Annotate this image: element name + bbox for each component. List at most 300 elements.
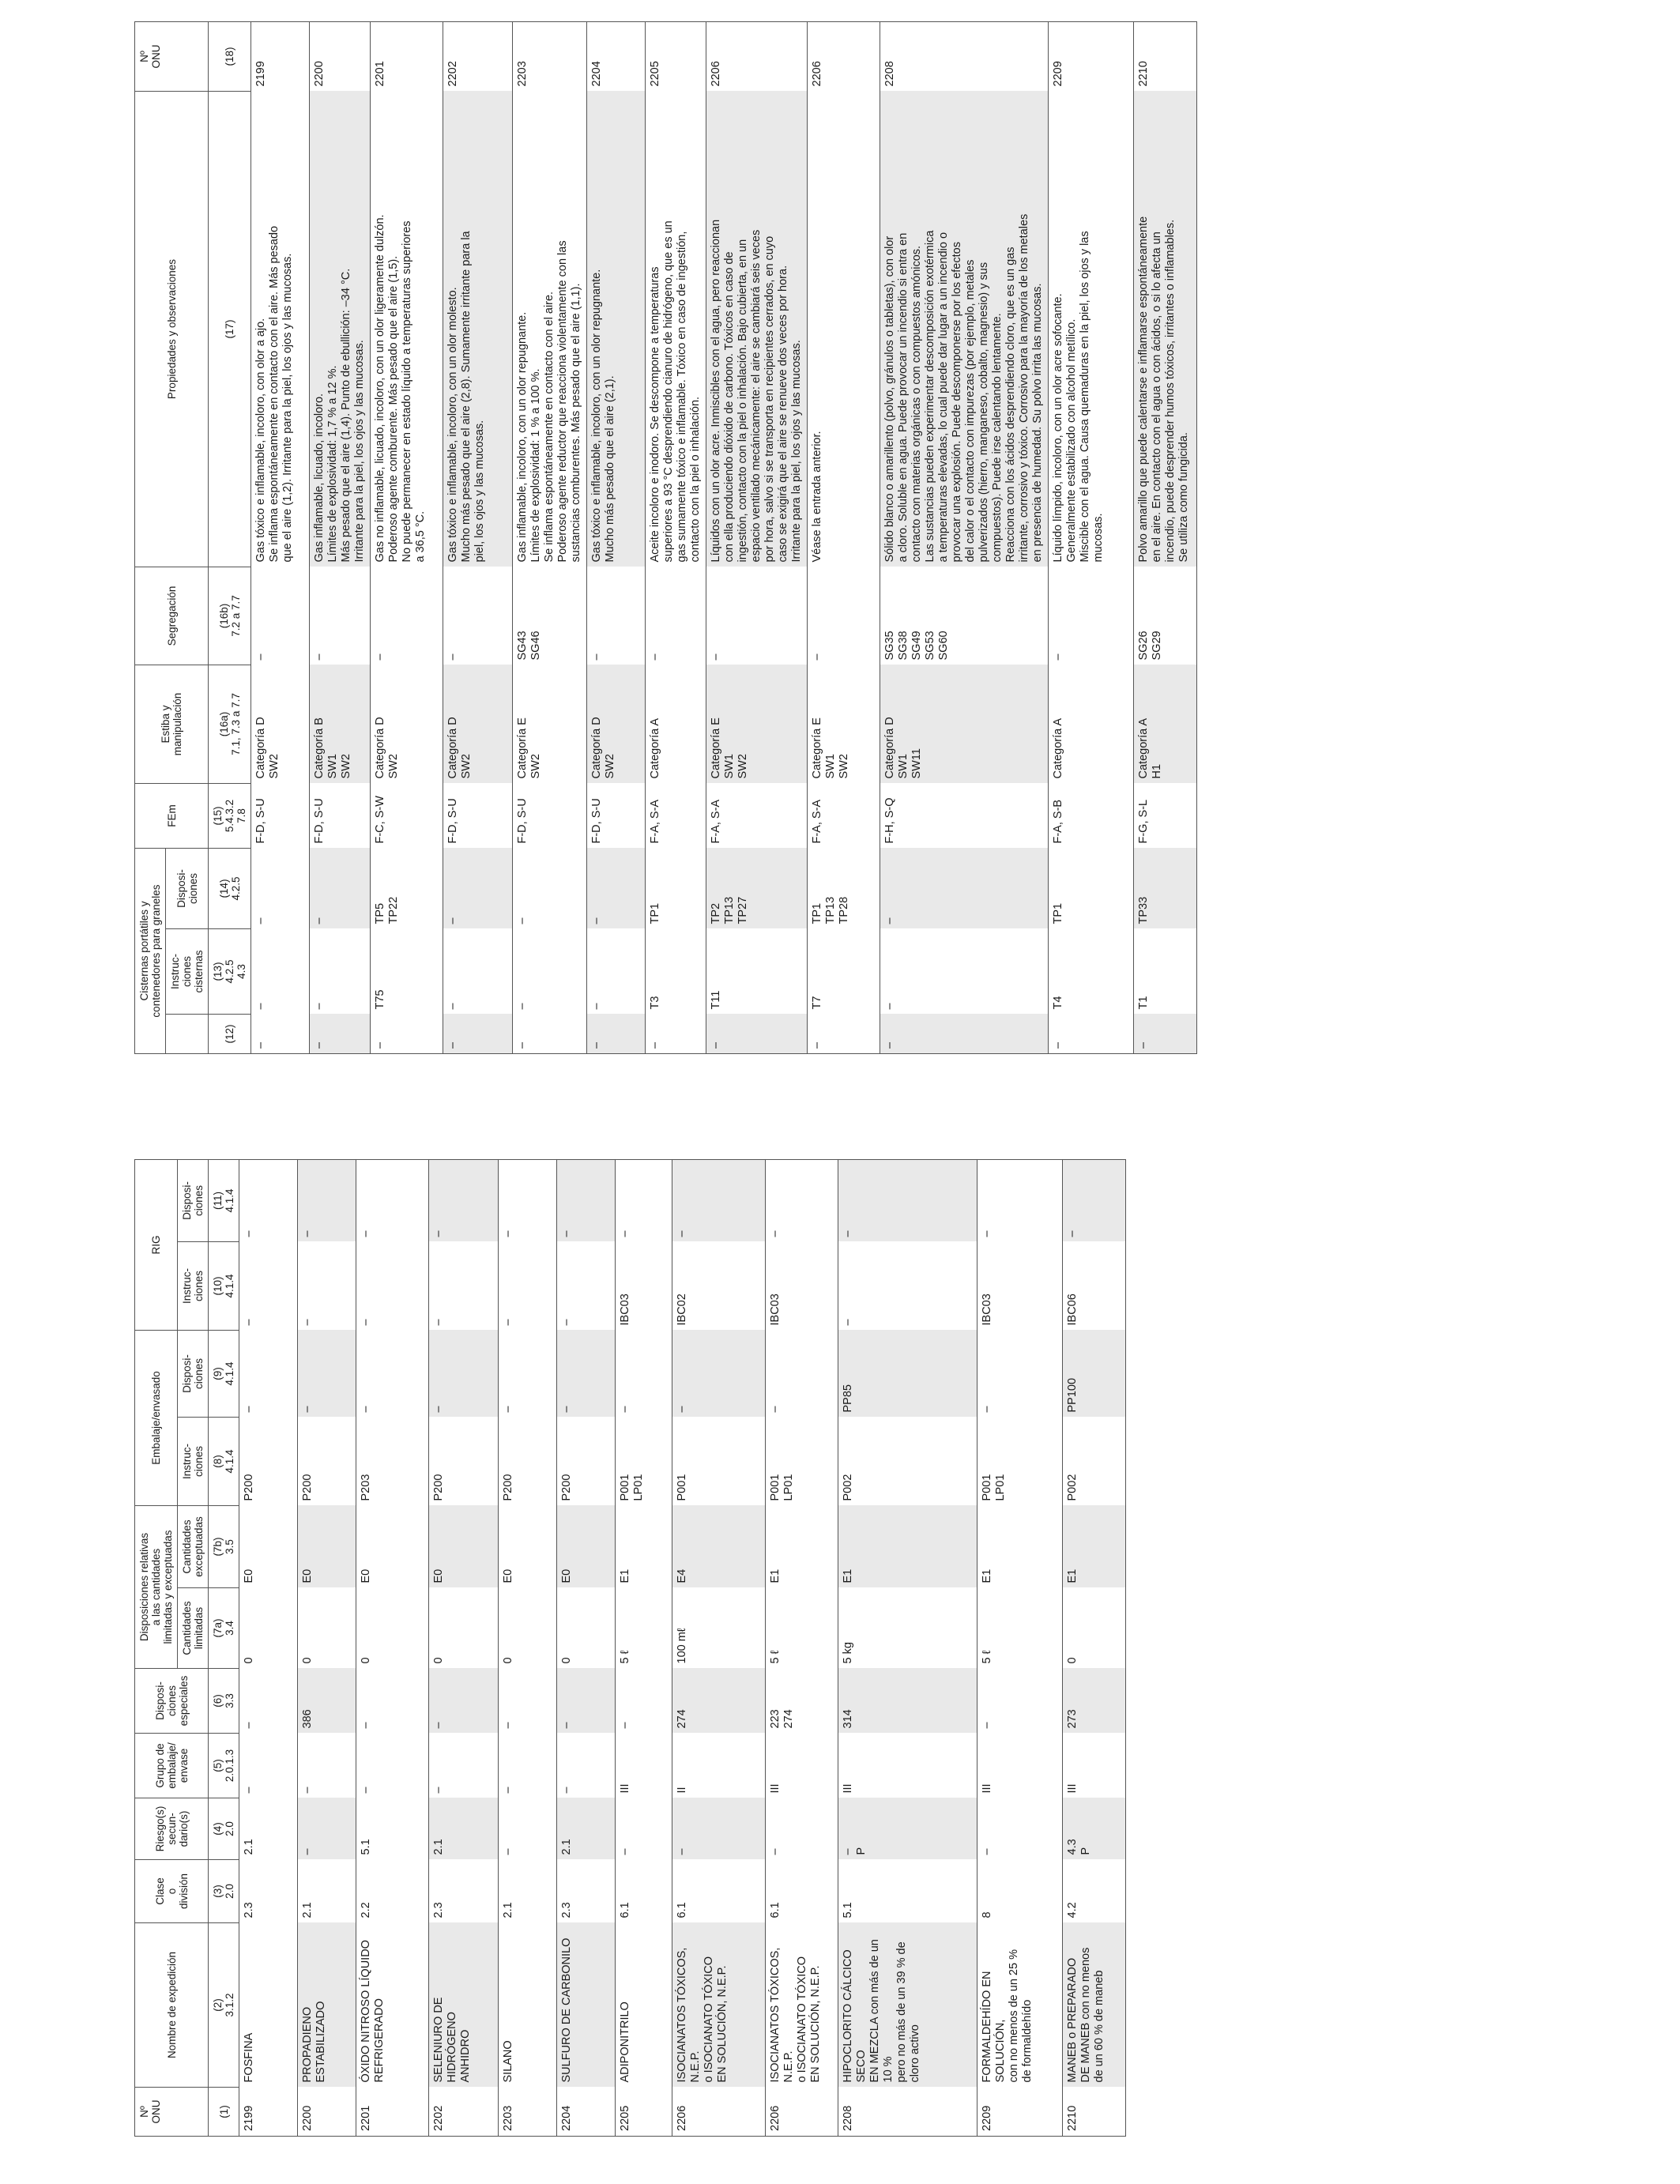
cell-proper-shipping-name: ISOCIANATOS TÓXICOS, N.E.P. o ISOCIANATO TÓXICO EN SOLUCIÓN, N.E.P. <box>769 1947 822 2083</box>
cell-limited-quantity: 100 mℓ <box>676 1628 688 1664</box>
cell-class: 2.3 <box>243 1902 255 1919</box>
cell-class: 2.1 <box>502 1902 514 1919</box>
cell-col12: – <box>880 1015 1049 1054</box>
cell-properties: Gas inflamable, incoloro, con un olor repugnante. Límites de explosividad: 1 % a 100 %. Se inflama espontáneamente en contacto con el aire. Poderoso agente reductor que reacciona violentamente con las sustancias comburentes. Más pesado que el aire (1,1). <box>516 240 582 563</box>
cell-packing-instruction: P200 <box>243 1474 255 1501</box>
cell-col12: – <box>251 1015 310 1054</box>
cell-special-provisions: 274 <box>672 1669 766 1734</box>
cell-segregation: – <box>590 653 603 661</box>
cell-proper-shipping-name: HIPOCLORITO CÁLCICO SECO EN MEZCLA con más de un 10 % pero no más de un 39 % de cloro activo <box>838 1923 977 2088</box>
cell-ibc-instruction: – <box>432 1319 445 1326</box>
cell-special-provisions: – <box>429 1669 499 1734</box>
cell-class: 2.3 <box>560 1902 573 1919</box>
column-number: (4) 2.0 <box>209 1798 239 1860</box>
cell-class: 4.2 <box>1066 1902 1079 1919</box>
cell-tank-provision: TP1 <box>1052 902 1064 924</box>
table-row <box>1049 22 1134 1054</box>
cell-special-provisions: – <box>981 1722 993 1729</box>
cell-segregation: – <box>710 653 722 661</box>
cell-ems: F-A, S-A <box>811 799 823 844</box>
cell-tank-instruction: – <box>254 1003 267 1010</box>
table-row <box>838 1159 977 2136</box>
cell-ibc-instruction: – <box>560 1319 573 1326</box>
table-row <box>298 1159 356 2136</box>
table-row <box>646 22 706 1054</box>
cell-special-provisions: 314 <box>838 1669 977 1734</box>
cell-stowage: Categoría D SW2 <box>374 717 400 779</box>
cell-ibc-instruction: IBC03 <box>981 1293 993 1326</box>
cell-un-number: 2199 <box>251 22 310 92</box>
rotated-page <box>134 22 1399 2137</box>
cell-ibc-instruction: – <box>243 1319 255 1326</box>
cell-special-provisions: 386 <box>298 1669 356 1734</box>
cell-ibc-provision: – <box>239 1159 298 1241</box>
table-row <box>499 1159 557 2136</box>
cell-stowage: Categoría D SW2 <box>254 717 281 779</box>
column-number: (3) 2.0 <box>209 1860 239 1923</box>
cell-ems: F-A, S-B <box>1052 799 1064 844</box>
cell-limited-quantity: 0 <box>301 1657 314 1664</box>
cell-packing-group: – <box>301 1787 314 1794</box>
cell-subsidiary-risk: 5.1 <box>360 1839 372 1855</box>
cell-packing-group: – <box>243 1787 255 1794</box>
cell-ems: F-A, S-A <box>649 799 661 844</box>
cell-class: 2.1 <box>301 1902 314 1919</box>
cell-packing-provision: – <box>557 1330 616 1417</box>
cell-packing-instruction: P001 LP01 <box>981 1474 1007 1501</box>
cell-un-number: 2202 <box>429 2088 499 2137</box>
header-col12-blank <box>166 1015 209 1054</box>
cell-packing-group: III <box>981 1783 993 1794</box>
cell-un-number: 2209 <box>977 2088 1063 2137</box>
table-row <box>587 22 646 1054</box>
header-excepted-quantities: Cantidades exceptuadas <box>178 1505 209 1587</box>
cell-tank-provision: TP1 <box>649 902 661 924</box>
cell-ibc-provision: – <box>557 1159 616 1241</box>
cell-limited-quantity: 5 ℓ <box>619 1650 631 1664</box>
cell-packing-provision: – <box>298 1330 356 1417</box>
cell-stowage: Categoría E SW1 SW2 <box>706 665 808 784</box>
cell-ems: F-D, S-U <box>446 798 459 844</box>
cell-ibc-instruction: – <box>502 1319 514 1326</box>
header-stowage: Estiba y manipulación <box>135 665 209 784</box>
column-number: (15) 5.4.3.2 7.8 <box>209 784 251 849</box>
cell-tank-instruction: T4 <box>1052 996 1064 1010</box>
header-ibc: RIG <box>135 1159 178 1330</box>
cell-packing-provision: – <box>769 1406 782 1413</box>
cell-excepted-quantity: E1 <box>619 1568 631 1583</box>
header-subsidiary-risk: Riesgo(s) secun- dario(s) <box>135 1798 209 1860</box>
cell-stowage: Categoría E SW2 <box>516 717 542 779</box>
cell-limited-quantity: 0 <box>360 1657 372 1664</box>
cell-ibc-provision: – <box>616 1159 672 1241</box>
cell-un-number: 2210 <box>1063 2088 1126 2137</box>
cell-un-number: 2200 <box>298 2088 356 2137</box>
cell-limited-quantity: 0 <box>1066 1657 1079 1664</box>
cell-packing-instruction: P203 <box>360 1474 372 1501</box>
cell-tank-provision: – <box>310 849 371 929</box>
cell-un-number: 2205 <box>616 2088 672 2137</box>
cell-subsidiary-risk: – <box>672 1798 766 1860</box>
cell-col12: – <box>371 1015 443 1054</box>
cell-excepted-quantity: E1 <box>838 1505 977 1587</box>
cell-tank-provision: – <box>254 917 267 924</box>
cell-properties: Gas inflamable, licuado, incoloro. Límites de explosividad: 1,7 % a 12 %. Más pesado que el aire (1,4). Punto de ebullición: –34 °C. Irritante para la piel, los ojos y las mucosas. <box>310 92 371 567</box>
cell-special-provisions: – <box>502 1722 514 1729</box>
cell-packing-group: – <box>560 1787 573 1794</box>
cell-segregation: – <box>374 653 386 661</box>
header-special-provisions: Disposi- ciones especiales <box>135 1669 209 1734</box>
cell-un-number: 2199 <box>239 2088 298 2137</box>
cell-stowage: Categoría A <box>649 717 661 779</box>
header-segregation: Segregación <box>135 567 209 665</box>
cell-ems: F-D, S-U <box>516 798 529 844</box>
header-packing: Embalaje/envasado <box>135 1330 178 1505</box>
cell-limited-quantity: 5 ℓ <box>769 1650 782 1664</box>
cell-segregation: – <box>313 653 326 661</box>
column-number: (14) 4.2.5 <box>209 849 251 929</box>
cell-un-number: 2204 <box>557 2088 616 2137</box>
header-portable-tanks: Cisternas portátiles y contenedores para graneles <box>135 849 166 1054</box>
cell-packing-provision: – <box>360 1406 372 1413</box>
cell-tank-instruction: – <box>516 1003 529 1010</box>
cell-tank-instruction: T11 <box>710 990 722 1010</box>
cell-proper-shipping-name: SULFURO DE CARBONILO <box>557 1923 616 2088</box>
header-packing-instructions: Instruc- ciones <box>178 1417 209 1505</box>
cell-limited-quantity: 0 <box>502 1657 514 1664</box>
cell-special-provisions: – <box>243 1722 255 1729</box>
table-row <box>239 1159 298 2136</box>
cell-subsidiary-risk: 2.1 <box>243 1839 255 1855</box>
cell-proper-shipping-name: FOSFINA <box>243 2032 255 2083</box>
cell-packing-provision: – <box>243 1406 255 1413</box>
cell-limited-quantity: 0 <box>243 1657 255 1664</box>
cell-un-number: 2206 <box>672 2088 766 2137</box>
cell-col12: – <box>646 1015 706 1054</box>
column-number: (9) 4.1.4 <box>209 1330 239 1417</box>
cell-segregation: – <box>1052 653 1064 661</box>
cell-packing-provision: – <box>502 1406 514 1413</box>
header-properties: Propiedades y observaciones <box>135 92 209 567</box>
cell-col12: – <box>808 1015 880 1054</box>
table-row <box>616 1159 672 2136</box>
cell-segregation: SG43 SG46 <box>516 631 542 661</box>
cell-class: 2.2 <box>360 1902 372 1919</box>
cell-tank-instruction: T1 <box>1137 996 1150 1010</box>
cell-packing-group: III <box>619 1783 631 1794</box>
cell-properties: Aceite incoloro e inodoro. Se descompone a temperaturas superiores a 93 °C desprendiendo cianuro de hidrógeno, que es un gas sumamente tóxico e inflamable. Tóxico en caso de ingestión, contacto con la piel o inhalación. <box>649 220 702 563</box>
cell-excepted-quantity: E0 <box>298 1505 356 1587</box>
cell-stowage: Categoría E SW1 SW2 <box>811 717 850 779</box>
cell-special-provisions: – <box>619 1722 631 1729</box>
dangerous-goods-list-right <box>134 21 1197 1054</box>
cell-un-number: 2201 <box>356 2088 429 2137</box>
header-packing-group: Grupo de embalaje/ envase <box>135 1734 209 1798</box>
cell-packing-provision: – <box>429 1330 499 1417</box>
cell-ibc-instruction: – <box>360 1319 372 1326</box>
cell-subsidiary-risk: – <box>981 1848 993 1855</box>
cell-segregation: – <box>649 653 661 661</box>
cell-proper-shipping-name: MANEB o PREPARADO DE MANEB con no menos de un 60 % de maneb <box>1063 1923 1126 2088</box>
cell-un-number: 2201 <box>371 22 443 92</box>
column-number-row <box>209 1159 239 2136</box>
cell-stowage: Categoría D SW2 <box>443 665 513 784</box>
cell-segregation: SG26 SG29 <box>1137 631 1163 661</box>
cell-limited-quantity: 5 ℓ <box>981 1650 993 1664</box>
cell-col12: – <box>706 1015 808 1054</box>
cell-col12: – <box>1134 1015 1197 1054</box>
cell-un-number: 2205 <box>646 22 706 92</box>
cell-tank-provision: TP5 TP22 <box>374 896 400 924</box>
cell-packing-instruction: P001 <box>676 1474 688 1501</box>
cell-packing-instruction: P001 LP01 <box>619 1474 645 1501</box>
cell-class: 6.1 <box>769 1902 782 1919</box>
cell-special-provisions: – <box>557 1669 616 1734</box>
cell-class: 2.3 <box>432 1902 445 1919</box>
cell-excepted-quantity: E0 <box>429 1505 499 1587</box>
header-packing-provisions: Disposi- ciones <box>178 1330 209 1417</box>
cell-col12: – <box>443 1015 513 1054</box>
cell-properties: Gas tóxico e inflamable, incoloro, con un olor molesto. Mucho más pesado que el aire (2,8). Sumamente irritante para la piel, los ojos y las mucosas. <box>443 92 513 567</box>
cell-tank-instruction: – <box>883 1003 896 1010</box>
cell-subsidiary-risk: 2.1 <box>557 1798 616 1860</box>
cell-properties: Gas no inflamable, licuado, incoloro, con un olor ligeramente dulzón. Poderoso agente comburente. Más pesado que el aire (1,5). No puede permanecer en estado líquido a temperaturas superiores a 36,5 °C. <box>374 214 427 563</box>
cell-properties: Líquidos con un olor acre. Inmiscibles con el agua, pero reaccionan con ella produciendo dióxido de carbono. Tóxicos en caso de ingestión, contacto con la piel o inhalación. Bajo cubierta, en un espacio ventilado mecánicamente: el aire se cambiará seis veces por hora, salvo si se transporta en recipientes cerrados, en cuyo caso se exigirá que el aire se renueve dos veces por hora. Irritante para la piel, los ojos y las mucosas. <box>706 92 808 567</box>
cell-col12: – <box>1049 1015 1134 1054</box>
cell-un-number: 2208 <box>838 2088 977 2137</box>
cell-class: 6.1 <box>619 1902 631 1919</box>
cell-tank-provision: – <box>443 849 513 929</box>
cell-tank-provision: – <box>587 849 646 929</box>
cell-packing-instruction: P200 <box>432 1474 445 1501</box>
cell-ems: F-A, S-A <box>710 799 722 844</box>
table-row <box>513 22 587 1054</box>
cell-ibc-provision: – <box>1063 1159 1126 1241</box>
cell-subsidiary-risk: 2.1 <box>429 1798 499 1860</box>
cell-tank-provision: – <box>516 917 529 924</box>
cell-proper-shipping-name: ÓXIDO NITROSO LÍQUIDO REFRIGERADO <box>360 1940 386 2083</box>
cell-col12: – <box>513 1015 587 1054</box>
cell-tank-instruction: T7 <box>811 996 823 1010</box>
column-number: (16a) 7.1, 7.3 a 7.7 <box>209 665 251 784</box>
cell-excepted-quantity: E1 <box>769 1568 782 1583</box>
cell-subsidiary-risk: – P <box>838 1798 977 1860</box>
header-proper-shipping-name: Nombre de expedición <box>135 1923 209 2088</box>
cell-ems: F-D, S-U <box>254 798 267 844</box>
cell-subsidiary-risk: – <box>619 1848 631 1855</box>
cell-properties: Sólido blanco o amarillento (polvo, gránulos o tabletas), con olor a cloro. Soluble en agua. Puede provocar un incendio si entra en contacto con materias orgánicas o con compuestos amónicos. Las sustancias pueden experimentar descomposición exotérmica a temperaturas elevadas, lo cual puede dar lugar a un incendio o provocar una explosión. Puede descomponerse por los efectos del calor o el contacto con impurezas (por ejemplo, metales pulverizados (hierro, manganeso, cobalto, magnesio) y sus compuestos). Puede irse calentando lentamente. Reacciona con los ácidos desprendiendo cloro, que es un gas irritante, corrosivo y tóxico. Corrosivo para la mayoría de los metales en presencia de humedad. Su polvo irrita las mucosas. <box>880 92 1049 567</box>
cell-packing-group: – <box>360 1787 372 1794</box>
table-row <box>371 22 443 1054</box>
cell-ems: F-G, S-L <box>1137 799 1150 844</box>
column-number: (18) <box>209 22 251 92</box>
cell-packing-group: – <box>432 1787 445 1794</box>
cell-ibc-provision: – <box>499 1159 557 1241</box>
cell-un-number: 2200 <box>310 22 371 92</box>
cell-un-number: 2206 <box>706 22 808 92</box>
cell-tank-provision: TP33 <box>1134 849 1197 929</box>
cell-ibc-provision: – <box>977 1159 1063 1241</box>
cell-packing-group: III <box>842 1783 854 1794</box>
right-table-body <box>251 22 1197 1054</box>
cell-ibc-provision: – <box>838 1159 977 1241</box>
cell-un-number: 2203 <box>513 22 587 92</box>
cell-tank-instruction: – <box>590 1003 603 1010</box>
cell-un-number: 2204 <box>587 22 646 92</box>
cell-ibc-provision: – <box>672 1159 766 1241</box>
cell-class: 6.1 <box>676 1902 688 1919</box>
cell-ems: F-C, S-W <box>374 796 386 844</box>
cell-excepted-quantity: E0 <box>360 1568 372 1583</box>
cell-segregation: – <box>254 653 267 661</box>
cell-proper-shipping-name: ISOCIANATOS TÓXICOS, N.E.P. o ISOCIANATO TÓXICO EN SOLUCIÓN, N.E.P. <box>672 1923 766 2088</box>
cell-ibc-provision: – <box>429 1159 499 1241</box>
table-row <box>1063 1159 1126 2136</box>
cell-un-number: 2206 <box>808 22 880 92</box>
column-number: (7a) 3.4 <box>209 1588 239 1669</box>
cell-tank-provision: TP2 TP13 TP27 <box>706 849 808 929</box>
header-un-number: Nº ONU <box>135 2088 209 2137</box>
column-number: (13) 4.2.5 4.3 <box>209 929 251 1015</box>
cell-segregation: SG35 SG38 SG49 SG53 SG60 <box>883 631 950 661</box>
header-limited-quantities: Cantidades limitadas <box>178 1588 209 1669</box>
cell-packing-group: II <box>676 1787 688 1794</box>
cell-properties: Véase la entrada anterior. <box>811 431 823 563</box>
column-number-row-right <box>209 22 251 1054</box>
cell-stowage: Categoría B SW1 SW2 <box>310 665 371 784</box>
cell-packing-instruction: P002 <box>842 1474 854 1501</box>
cell-properties: Gas tóxico e inflamable, incoloro, con olor a ajo. Se inflama espontáneamente en contacto con el aire. Más pesado que el aire (1,2). Irritante para la piel, los ojos y las mucosas. <box>254 225 294 563</box>
cell-un-number: 2208 <box>880 22 1049 92</box>
cell-excepted-quantity: E1 <box>981 1568 993 1583</box>
cell-packing-instruction: P200 <box>560 1474 573 1501</box>
cell-un-number: 2206 <box>766 2088 838 2137</box>
cell-stowage: Categoría D SW2 <box>587 665 646 784</box>
cell-packing-group: – <box>502 1787 514 1794</box>
column-number: (10) 4.1.4 <box>209 1241 239 1330</box>
cell-packing-group: III <box>769 1783 782 1794</box>
cell-properties: Polvo amarillo que puede calentarse e inflamarse espontáneamente en el aire. En contacto con el agua o con ácidos, o si lo afecta un incendio, puede desprender humos tóxicos, irritantes o inflamables. Se utiliza como fungicida. <box>1134 92 1197 567</box>
cell-excepted-quantity: E1 <box>1063 1505 1126 1587</box>
table-row <box>443 22 513 1054</box>
header-ibc-provisions: Disposi- ciones <box>178 1159 209 1241</box>
cell-packing-provision: – <box>672 1330 766 1417</box>
column-number: (12) <box>209 1015 251 1054</box>
cell-properties: Líquido límpido, incoloro, con un olor acre sofocante. Generalmente estabilizado con alcohol metílico. Miscible con el agua. Causa quemaduras en la piel, los ojos y las mucosas. <box>1052 231 1105 563</box>
column-number: (8) 4.1.4 <box>209 1417 239 1505</box>
table-row <box>251 22 310 1054</box>
cell-proper-shipping-name: ADIPONITRILO <box>619 2001 631 2083</box>
cell-excepted-quantity: E0 <box>243 1568 255 1583</box>
column-number: (6) 3.3 <box>209 1669 239 1734</box>
cell-packing-instruction: P002 <box>1066 1474 1079 1501</box>
table-row <box>808 22 880 1054</box>
cell-subsidiary-risk: – <box>502 1848 514 1855</box>
table-row <box>672 1159 766 2136</box>
table-row <box>429 1159 499 2136</box>
cell-proper-shipping-name: SILANO <box>502 2040 514 2083</box>
cell-class: 8 <box>981 1911 993 1919</box>
cell-limited-quantity: 0 <box>432 1657 445 1664</box>
cell-ibc-instruction: IBC06 <box>1066 1293 1079 1326</box>
cell-ibc-instruction: IBC02 <box>676 1293 688 1326</box>
header-tank-provisions: Disposi- ciones <box>166 849 209 929</box>
cell-segregation: – <box>446 653 459 661</box>
dangerous-goods-list-left <box>134 1159 1126 2137</box>
cell-ems: F-D, S-U <box>313 798 326 844</box>
cell-proper-shipping-name: PROPADIENO ESTABILIZADO <box>298 1923 356 2088</box>
cell-un-number: 2210 <box>1134 22 1197 92</box>
table-row <box>1134 22 1197 1054</box>
header-limited-excepted: Disposiciones relativas a las cantidades limitadas y exceptuadas <box>135 1505 178 1668</box>
table-row <box>977 1159 1063 2136</box>
cell-tank-provision: TP1 TP13 TP28 <box>811 896 850 924</box>
cell-packing-provision: – <box>619 1406 631 1413</box>
cell-packing-provision: PP100 <box>1063 1330 1126 1417</box>
cell-ems: F-H, S-Q <box>883 797 896 844</box>
cell-class: 5.1 <box>842 1902 854 1919</box>
column-number: (2) 3.1.2 <box>209 1923 239 2088</box>
cell-segregation: – <box>811 653 823 661</box>
cell-packing-provision: – <box>981 1406 993 1413</box>
table-row <box>310 22 371 1054</box>
cell-tank-instruction: T3 <box>649 996 661 1010</box>
table-row <box>557 1159 616 2136</box>
cell-tank-instruction: – <box>313 1003 326 1010</box>
cell-stowage: Categoría A H1 <box>1134 665 1197 784</box>
cell-packing-instruction: P200 <box>301 1474 314 1501</box>
cell-ibc-provision: – <box>298 1159 356 1241</box>
cell-excepted-quantity: E4 <box>672 1505 766 1587</box>
cell-un-number: 2202 <box>443 22 513 92</box>
table-row <box>706 22 808 1054</box>
cell-special-provisions: 273 <box>1063 1669 1126 1734</box>
header-ibc-instructions: Instruc- ciones <box>178 1241 209 1330</box>
cell-ibc-instruction: – <box>301 1319 314 1326</box>
cell-limited-quantity: 5 kg <box>842 1642 854 1664</box>
cell-proper-shipping-name: FORMALDEHÍDO EN SOLUCIÓN, con no menos de un 25 % de formaldehído <box>981 1949 1034 2083</box>
column-number: (17) <box>209 92 251 567</box>
cell-stowage: Categoría D SW1 SW11 <box>880 665 1049 784</box>
cell-ibc-instruction: IBC03 <box>619 1293 631 1326</box>
table-row <box>356 1159 429 2136</box>
cell-subsidiary-risk: 4.3 P <box>1063 1798 1126 1860</box>
cell-stowage: Categoría A <box>1052 717 1064 779</box>
cell-packing-group: III <box>1066 1783 1079 1794</box>
table-row <box>880 22 1049 1054</box>
left-table-body <box>239 1159 1126 2136</box>
cell-un-number: 2209 <box>1049 22 1134 92</box>
header-ems: FEm <box>135 784 209 849</box>
cell-ibc-instruction: – <box>842 1319 854 1326</box>
cell-excepted-quantity: E0 <box>557 1505 616 1587</box>
cell-ibc-provision: – <box>356 1159 429 1241</box>
cell-excepted-quantity: E0 <box>502 1568 514 1583</box>
table-row <box>766 1159 838 2136</box>
header-class: Clase o división <box>135 1860 209 1923</box>
cell-subsidiary-risk: – <box>769 1848 782 1855</box>
header-un-number-right: Nº ONU <box>135 22 209 92</box>
cell-packing-instruction: P001 LP01 <box>769 1474 795 1501</box>
cell-subsidiary-risk: – <box>298 1798 356 1860</box>
cell-special-provisions: – <box>360 1722 372 1729</box>
column-number: (5) 2.0.1.3 <box>209 1734 239 1798</box>
cell-ibc-provision: – <box>766 1159 838 1241</box>
cell-col12: – <box>310 1015 371 1054</box>
cell-ems: F-D, S-U <box>590 798 603 844</box>
cell-special-provisions: 223 274 <box>769 1709 795 1729</box>
cell-proper-shipping-name: SELENIURO DE HIDRÓGENO ANHIDRO <box>429 1923 499 2088</box>
